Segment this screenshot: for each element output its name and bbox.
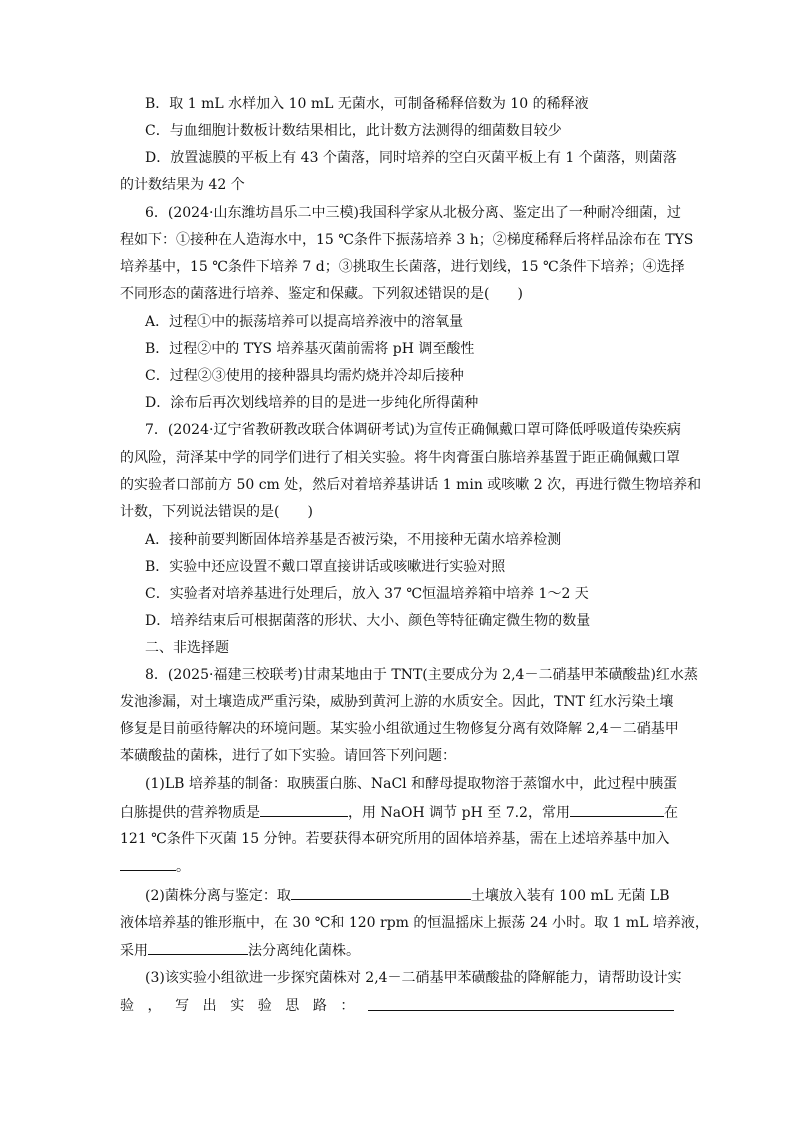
option-7c: C．实验者对培养基进行处理后，放入 37 ℃恒温培养箱中培养 1～2 天	[145, 586, 589, 602]
answer-blank-4[interactable]	[291, 885, 471, 900]
question-8-part1-cont1: 白胨提供的营养物质是 ，用 NaOH 调节 pH 至 7.2，常用 在	[120, 802, 678, 822]
section-heading: 二、非选择题	[145, 640, 229, 656]
option-6c: C．过程②③使用的接种器具均需灼烧并冷却后接种	[145, 368, 464, 384]
answer-blank-6[interactable]	[368, 996, 674, 1011]
question-6-cont3: 不同形态的菌落进行培养、鉴定和保藏。下列叙述错误的是( )	[120, 286, 523, 302]
answer-blank-3[interactable]	[120, 856, 176, 871]
option-7b: B．实验中还应设置不戴口罩直接讲话或咳嗽进行实验对照	[145, 559, 506, 575]
question-6: 6．(2024·山东潍坊昌乐二中三模)我国科学家从北极分离、鉴定出了一种耐冷细菌，过	[145, 205, 681, 221]
option-7a: A．接种前要判断固体培养基是否被污染，不用接种无菌水培养检测	[145, 532, 562, 548]
option-5d: D．放置滤膜的平板上有 43 个菌落，同时培养的空白灭菌平板上有 1 个菌落，则菌落	[145, 150, 677, 166]
question-8: 8．(2025·福建三校联考)甘肃某地由于 TNT(主要成分为 2,4－二硝基甲苯磺酸盐)红水蒸	[145, 667, 698, 683]
option-6a: A．过程①中的振荡培养可以提高培养液中的溶氧量	[145, 314, 464, 330]
question-7: 7．(2024·辽宁省教研教改联合体调研考试)为宣传正确佩戴口罩可降低呼吸道传染疾病	[145, 422, 681, 438]
question-8-part3: (3)该实验小组欲进一步探究菌株对 2,4－二硝基甲苯磺酸盐的降解能力，请帮助设计实	[145, 970, 682, 986]
question-6-cont2: 培养基中，15 ℃条件下培养 7 d；③挑取生长菌落，进行划线，15 ℃条件下培养；④选择	[120, 259, 685, 275]
answer-blank-2[interactable]	[570, 802, 664, 817]
option-6b: B．过程②中的 TYS 培养基灭菌前需将 pH 调至酸性	[145, 341, 475, 357]
question-6-cont1: 程如下：①接种在人造海水中，15 ℃条件下振荡培养 3 h；②梯度稀释后将样品涂布在 TYS	[120, 232, 694, 248]
question-7-cont1: 的风险，菏泽某中学的同学们进行了相关实验。将牛肉膏蛋白胨培养基置于距正确佩戴口罩	[120, 450, 680, 466]
question-8-part2: (2)菌株分离与鉴定：取 土壤放入装有 100 mL 无菌 LB	[145, 885, 670, 905]
answer-blank-1[interactable]	[260, 802, 348, 817]
question-8-cont1: 发池渗漏，对土壤造成严重污染，威胁到黄河上游的水质安全。因此，TNT 红水污染土壤	[120, 694, 674, 710]
option-7d: D．培养结束后可根据菌落的形状、大小、颜色等特征确定微生物的数量	[145, 613, 591, 629]
question-8-part1: (1)LB 培养基的制备：取胰蛋白胨、NaCl 和酵母提取物溶于蒸馏水中，此过程中胰蛋	[145, 776, 678, 792]
option-5b: B．取 1 mL 水样加入 10 mL 无菌水，可制备稀释倍数为 10 的稀释液	[145, 96, 589, 112]
question-8-part2-cont1: 液体培养基的锥形瓶中，在 30 ℃和 120 rpm 的恒温摇床上振荡 24 小时。取 1 mL 培养液，	[120, 915, 709, 931]
question-8-part1-cont3: 。	[120, 856, 190, 876]
question-7-cont3: 计数，下列说法错误的是( )	[120, 504, 313, 520]
question-8-part3-cont: 验 ， 写 出 实 验 思 路 ：	[120, 996, 674, 1016]
question-8-part2-cont2: 采用 法分离纯化菌株。	[120, 940, 360, 960]
option-6d: D．涂布后再次划线培养的目的是进一步纯化所得菌种	[145, 395, 479, 411]
question-8-cont2: 修复是目前亟待解决的环境问题。某实验小组欲通过生物修复分离有效降解 2,4－二硝基甲	[120, 721, 679, 737]
question-8-part1-cont2: 121 ℃条件下灭菌 15 分钟。若要获得本研究所用的固体培养基，需在上述培养基中加入	[120, 831, 670, 847]
option-5d-cont: 的计数结果为 42 个	[120, 177, 245, 193]
question-8-cont3: 苯磺酸盐的菌株，进行了如下实验。请回答下列问题：	[120, 748, 456, 764]
question-7-cont2: 的实验者口部前方 50 cm 处，然后对着培养基讲话 1 min 或咳嗽 2 次，再进行微生物培养和	[120, 477, 702, 493]
answer-blank-5[interactable]	[148, 940, 248, 955]
option-5c: C．与血细胞计数板计数结果相比，此计数方法测得的细菌数目较少	[145, 123, 562, 139]
